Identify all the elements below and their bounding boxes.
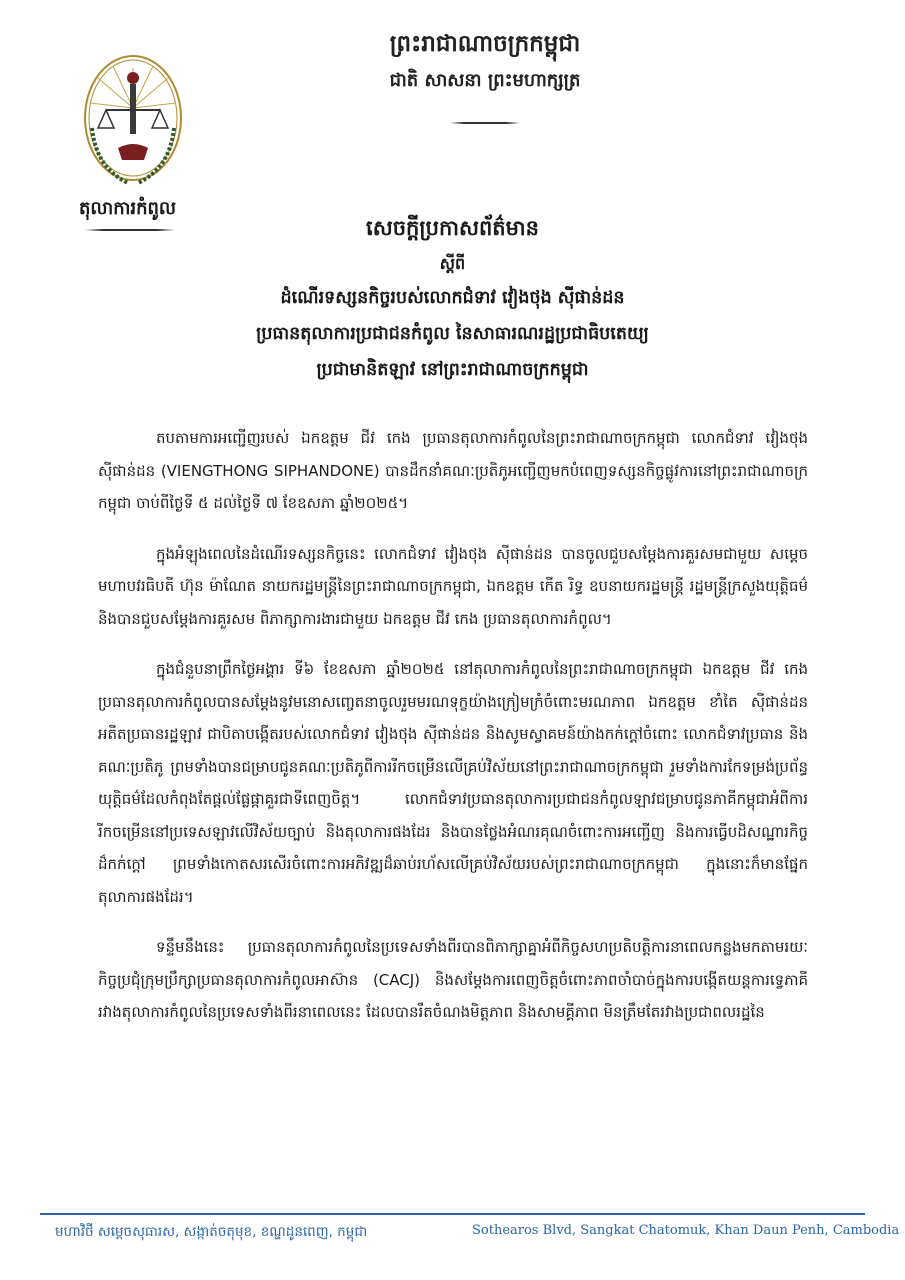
paragraph-1: តបតាមការអញ្ជើញរបស់ ឯកឧត្តម ជីវ កេង ប្រធានតុលាការកំពូលនៃព្រះរាជាណាចក្រកម្ពុជា លោកជំទាវ វៀងថុង ស៊ីផាន់ដន (VIENGTHONG SIPHANDONE) បានដឹកនាំគណៈប្រតិភូអញ្ជើញមកបំពេញទស្សនកិច្ចផ្លូវការនៅព្រះរាជាណាចក្រកម្ពុជា ចាប់ពីថ្ងៃទី ៥ ដល់ថ្ងៃទី ៧ ខែឧសភា ឆ្នាំ២០២៥។ <box>98 429 808 512</box>
document-titles <box>100 208 805 388</box>
supreme-court-emblem <box>78 48 188 198</box>
footer-address-english: Sothearos Blvd, Sangkat Chatomuk, Khan Daun Penh, Cambodia <box>472 1223 900 1238</box>
kingdom-heading: ព្រះរាជាណាចក្រកម្ពុជា <box>389 30 581 57</box>
title-line-2: ប្រធានតុលាការប្រជាជនកំពូល នៃសាធារណរដ្ឋប្រជាធិបតេយ្យ <box>256 324 649 344</box>
paragraph-2: ក្នុងអំឡុងពេលនៃដំណើរទស្សនកិច្ចនេះ លោកជំទាវ វៀងថុង ស៊ីផាន់ដន បានចូលជួបសម្តែងការគួរសមជាមួយ សម្តេចមហាបវរធិបតី ហ៊ុន ម៉ាណែត នាយករដ្ឋមន្ត្រីនៃព្រះរាជាណាចក្រកម្ពុជា, ឯកឧត្តម កើត រិទ្ធ ឧបនាយករដ្ឋមន្ត្រី រដ្ឋមន្ត្រីក្រសួងយុត្តិធម៌ និងបានជួបសម្តែងការគួរសម ពិភាក្សាការងារជាមួយ ឯកឧត្តម ជីវ កេង ប្រធានតុលាការកំពូល។ <box>98 544 808 628</box>
paragraph-3: ក្នុងជំនួបនាព្រឹកថ្ងៃអង្គារ ទី៦ ខែឧសភា ឆ្នាំ២០២៥ នៅតុលាការកំពូលនៃព្រះរាជាណាចក្រកម្ពុជា ឯកឧត្តម ជីវ កេង ប្រធានតុលាការកំពូលបានសម្តែងនូវមនោសញ្ចេតនាចូលរួមមរណទុក្ខយ៉ាងក្រៀមក្រំចំពោះមរណភាព ឯកឧត្តម ខាំតៃ ស៊ីផាន់ដន អតីតប្រធានរដ្ឋឡាវ ជាបិតាបង្កើតរបស់លោកជំទាវ វៀងថុង ស៊ីផាន់ដន និងសូមស្វាគមន៍យ៉ាងកក់ក្តៅចំពោះ លោកជំទាវប្រធាន និងគណៈប្រតិភូ ព្រមទាំងបានជម្រាបជូនគណៈប្រតិភូពីការរីកចម្រើនលើគ្រប់វិស័យនៅព្រះរាជាណាចក្រកម្ពុជា រួមទាំងការកែទម្រង់ប្រព័ន្ធយុត្តិធម៌ដែលកំពុងតែផ្តល់ផ្លែផ្កាគួរជាទីពេញចិត្ត។ លោកជំទាវប្រធានតុលាការប្រជាជនកំពូលឡាវជម្រាបជូនភាគីកម្ពុជាអំពីការរីកចម្រើននៅប្រទេសឡាវលើវិស័យច្បាប់ និងតុលាការផងដែរ និងបានថ្លែងអំណរគុណចំពោះការអញ្ជើញ និងការធ្វើបដិសណ្ឋារកិច្ចដ៏កក់ក្តៅ ព្រមទាំងកោតសរសើរចំពោះការអភិវឌ្ឍដ៏ឆាប់រហ័សលើគ្រប់វិស័យរបស់ព្រះរាជាណាចក្រកម្ពុជា ក្នុងនោះក៏មានផ្នែកតុលាការផងដែរ។ <box>98 660 808 906</box>
paragraph-4: ទន្ទឹមនឹងនេះ ប្រធានតុលាការកំពូលនៃប្រទេសទាំងពីរបានពិភាក្សាគ្នាអំពីកិច្ចសហប្រតិបត្តិការនាពេលកន្លងមកតាមរយៈកិច្ចប្រជុំក្រុមប្រឹក្សាប្រធានតុលាការកំពូលអាស៊ាន (CACJ) និងសម្តែងការពេញចិត្តចំពោះភាពចាំបាច់ក្នុងការបង្កើតយន្តការទេ្វភាគីរវាងតុលាការកំពូលនៃប្រទេសទាំងពីរនាពេលនេះ ដែលបានរឹតចំណងមិត្តភាព និងសាមគ្គីភាព មិនត្រឹមតែរវាងប្រជាពលរដ្ឋនៃ <box>98 938 808 1021</box>
press-release-body <box>98 422 808 1047</box>
title-line-1: ដំណើរទស្សនកិច្ចរបស់លោកជំទាវ វៀងថុង ស៊ីផាន់ដន <box>280 288 625 308</box>
national-motto: ជាតិ សាសនា ព្រះមហាក្សត្រ <box>389 70 581 91</box>
document-subtitle: ស្តីពី <box>439 254 466 273</box>
footer-address-khmer: មហាវិថី សម្តេចសុធារស, សង្កាត់ចតុមុខ, ខណ្ឌដូនពេញ, កម្ពុជា <box>55 1224 368 1240</box>
title-line-3: ប្រជាមានិតឡាវ នៅព្រះរាជាណាចក្រកម្ពុជា <box>316 360 589 380</box>
document-title: សេចក្តីប្រកាសព័ត៌មាន <box>366 215 539 240</box>
footer-divider <box>40 1213 865 1215</box>
header-divider <box>450 122 520 124</box>
institution-name: តុលាការកំពូល <box>78 198 177 219</box>
